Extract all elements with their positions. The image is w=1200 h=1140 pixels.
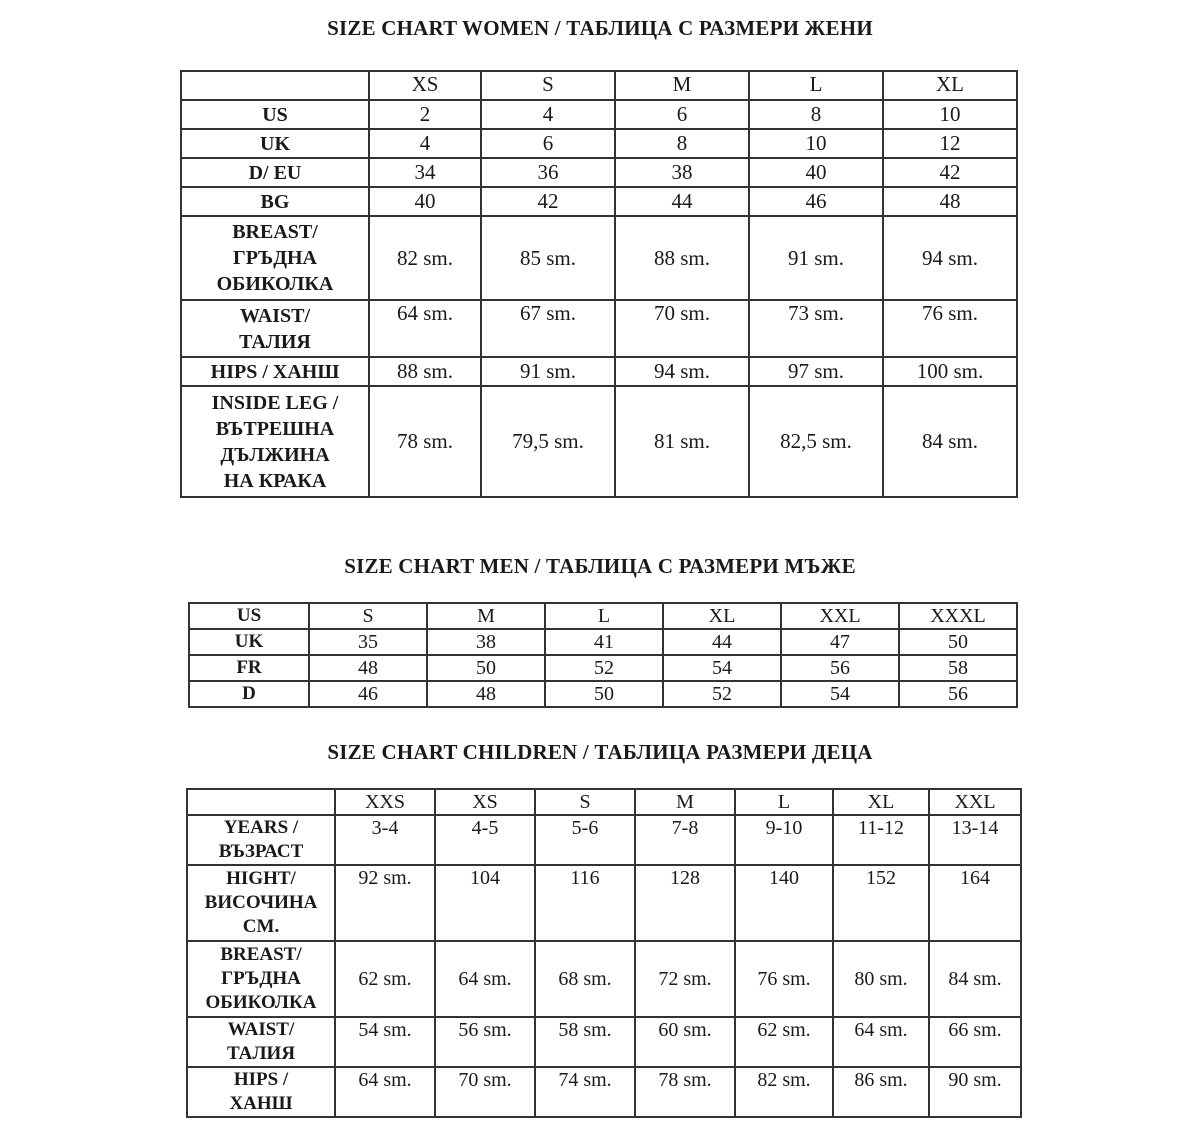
row-label: WAIST/ ТАЛИЯ <box>181 300 369 357</box>
table-cell: 36 <box>481 158 615 187</box>
table-cell: 78 sm. <box>369 386 481 497</box>
row-label: US <box>181 100 369 129</box>
table-cell: 70 sm. <box>435 1067 535 1117</box>
table-cell: 56 sm. <box>435 1017 535 1067</box>
table-cell: 11-12 <box>833 815 929 865</box>
table-cell: 56 <box>781 655 899 681</box>
table-cell: 88 sm. <box>615 216 749 300</box>
table-cell: 4 <box>369 129 481 158</box>
table-cell: 58 <box>899 655 1017 681</box>
table-cell: 3-4 <box>335 815 435 865</box>
row-label: INSIDE LEG / ВЪТРЕШНА ДЪЛЖИНА НА КРАКА <box>181 386 369 497</box>
table-header-row <box>187 789 1021 815</box>
table-cell: 62 sm. <box>335 941 435 1017</box>
column-header: XS <box>369 71 481 100</box>
header-corner-cell <box>187 789 335 815</box>
table-cell: 91 sm. <box>749 216 883 300</box>
table-cell: 54 <box>663 655 781 681</box>
table-cell: 64 sm. <box>335 1067 435 1117</box>
table-row <box>181 386 1017 497</box>
table-cell: 104 <box>435 865 535 941</box>
table-cell: 60 sm. <box>635 1017 735 1067</box>
row-label: BREAST/ ГРЪДНА ОБИКОЛКА <box>181 216 369 300</box>
table-cell: 44 <box>615 187 749 216</box>
table-row <box>187 865 1021 941</box>
table-cell: 46 <box>749 187 883 216</box>
table-cell: 100 sm. <box>883 357 1017 386</box>
table-row <box>187 815 1021 865</box>
table-cell: 66 sm. <box>929 1017 1021 1067</box>
table-cell: 4 <box>481 100 615 129</box>
table-cell: 7-8 <box>635 815 735 865</box>
table-cell: 68 sm. <box>535 941 635 1017</box>
table-cell: 5-6 <box>535 815 635 865</box>
table-cell: 84 sm. <box>929 941 1021 1017</box>
table-row <box>189 681 1017 707</box>
table-cell: 79,5 sm. <box>481 386 615 497</box>
table-cell: 94 sm. <box>615 357 749 386</box>
column-header: L <box>749 71 883 100</box>
table-row <box>181 158 1017 187</box>
table-cell: 164 <box>929 865 1021 941</box>
table-cell: 92 sm. <box>335 865 435 941</box>
women-size-chart-title: SIZE CHART WOMEN / ТАБЛИЦА С РАЗМЕРИ ЖЕНИ <box>327 16 873 40</box>
table-cell: 40 <box>369 187 481 216</box>
column-header: L <box>735 789 833 815</box>
table-cell: 78 sm. <box>635 1067 735 1117</box>
column-header: XXL <box>781 603 899 629</box>
table-cell: 90 sm. <box>929 1067 1021 1117</box>
row-label: BG <box>181 187 369 216</box>
table-cell: 41 <box>545 629 663 655</box>
table-cell: 91 sm. <box>481 357 615 386</box>
table-cell: 42 <box>883 158 1017 187</box>
column-header: XXL <box>929 789 1021 815</box>
table-cell: 116 <box>535 865 635 941</box>
table-cell: 50 <box>899 629 1017 655</box>
table-row <box>187 1067 1021 1117</box>
table-cell: 64 sm. <box>833 1017 929 1067</box>
table-cell: 38 <box>615 158 749 187</box>
table-cell: 70 sm. <box>615 300 749 357</box>
column-header: L <box>545 603 663 629</box>
table-cell: 76 sm. <box>883 300 1017 357</box>
table-row <box>181 216 1017 300</box>
table-cell: 6 <box>481 129 615 158</box>
table-cell: 73 sm. <box>749 300 883 357</box>
row-label: FR <box>189 655 309 681</box>
row-label: UK <box>189 629 309 655</box>
table-cell: 152 <box>833 865 929 941</box>
men-size-chart-title: SIZE CHART MEN / ТАБЛИЦА С РАЗМЕРИ МЪЖЕ <box>344 554 856 578</box>
table-cell: 44 <box>663 629 781 655</box>
table-header-row <box>189 603 1017 629</box>
table-cell: 52 <box>663 681 781 707</box>
column-header: XL <box>663 603 781 629</box>
table-cell: 42 <box>481 187 615 216</box>
table-cell: 48 <box>309 655 427 681</box>
table-row <box>181 187 1017 216</box>
table-row <box>189 655 1017 681</box>
table-cell: 85 sm. <box>481 216 615 300</box>
table-cell: 82,5 sm. <box>749 386 883 497</box>
column-header: XS <box>435 789 535 815</box>
table-cell: 76 sm. <box>735 941 833 1017</box>
table-cell: 13-14 <box>929 815 1021 865</box>
column-header: XXXL <box>899 603 1017 629</box>
table-cell: 47 <box>781 629 899 655</box>
table-cell: 97 sm. <box>749 357 883 386</box>
table-cell: 64 sm. <box>369 300 481 357</box>
row-label: UK <box>181 129 369 158</box>
table-cell: 46 <box>309 681 427 707</box>
table-cell: 40 <box>749 158 883 187</box>
table-cell: 48 <box>883 187 1017 216</box>
column-header: M <box>427 603 545 629</box>
column-header: M <box>635 789 735 815</box>
table-cell: 82 sm. <box>369 216 481 300</box>
table-cell: 2 <box>369 100 481 129</box>
children-size-chart-title: SIZE CHART CHILDREN / ТАБЛИЦА РАЗМЕРИ ДЕЦА <box>327 740 873 764</box>
table-cell: 80 sm. <box>833 941 929 1017</box>
table-cell: 50 <box>427 655 545 681</box>
table-row <box>187 941 1021 1017</box>
row-label: YEARS / ВЪЗРАСТ <box>187 815 335 865</box>
men-size-table <box>188 602 1018 708</box>
row-label: HIPS / ХАНШ <box>187 1067 335 1117</box>
column-header: S <box>481 71 615 100</box>
table-cell: 94 sm. <box>883 216 1017 300</box>
column-header: M <box>615 71 749 100</box>
table-cell: 54 sm. <box>335 1017 435 1067</box>
table-cell: 10 <box>883 100 1017 129</box>
row-label: US <box>189 603 309 629</box>
table-header-row <box>181 71 1017 100</box>
table-cell: 67 sm. <box>481 300 615 357</box>
table-cell: 72 sm. <box>635 941 735 1017</box>
table-cell: 64 sm. <box>435 941 535 1017</box>
table-cell: 4-5 <box>435 815 535 865</box>
table-cell: 62 sm. <box>735 1017 833 1067</box>
table-cell: 52 <box>545 655 663 681</box>
table-cell: 81 sm. <box>615 386 749 497</box>
table-cell: 34 <box>369 158 481 187</box>
row-label: BREAST/ ГРЪДНА ОБИКОЛКА <box>187 941 335 1017</box>
children-size-table <box>186 788 1022 1118</box>
table-row <box>189 629 1017 655</box>
row-label: D/ EU <box>181 158 369 187</box>
row-label: HIGHT/ ВИСОЧИНА СМ. <box>187 865 335 941</box>
table-row <box>181 100 1017 129</box>
table-cell: 88 sm. <box>369 357 481 386</box>
column-header: S <box>535 789 635 815</box>
table-row <box>181 357 1017 386</box>
column-header: XL <box>883 71 1017 100</box>
header-corner-cell <box>181 71 369 100</box>
table-cell: 86 sm. <box>833 1067 929 1117</box>
table-cell: 128 <box>635 865 735 941</box>
table-cell: 10 <box>749 129 883 158</box>
row-label: D <box>189 681 309 707</box>
table-cell: 50 <box>545 681 663 707</box>
column-header: S <box>309 603 427 629</box>
row-label: HIPS / ХАНШ <box>181 357 369 386</box>
table-cell: 35 <box>309 629 427 655</box>
table-cell: 82 sm. <box>735 1067 833 1117</box>
column-header: XXS <box>335 789 435 815</box>
table-cell: 54 <box>781 681 899 707</box>
table-cell: 8 <box>615 129 749 158</box>
table-cell: 8 <box>749 100 883 129</box>
table-cell: 56 <box>899 681 1017 707</box>
table-cell: 12 <box>883 129 1017 158</box>
table-row <box>181 129 1017 158</box>
column-header: XL <box>833 789 929 815</box>
table-cell: 140 <box>735 865 833 941</box>
table-cell: 38 <box>427 629 545 655</box>
women-size-table <box>180 70 1018 498</box>
table-row <box>187 1017 1021 1067</box>
table-cell: 58 sm. <box>535 1017 635 1067</box>
table-cell: 48 <box>427 681 545 707</box>
table-cell: 74 sm. <box>535 1067 635 1117</box>
table-row <box>181 300 1017 357</box>
row-label: WAIST/ ТАЛИЯ <box>187 1017 335 1067</box>
table-cell: 84 sm. <box>883 386 1017 497</box>
table-cell: 6 <box>615 100 749 129</box>
table-cell: 9-10 <box>735 815 833 865</box>
